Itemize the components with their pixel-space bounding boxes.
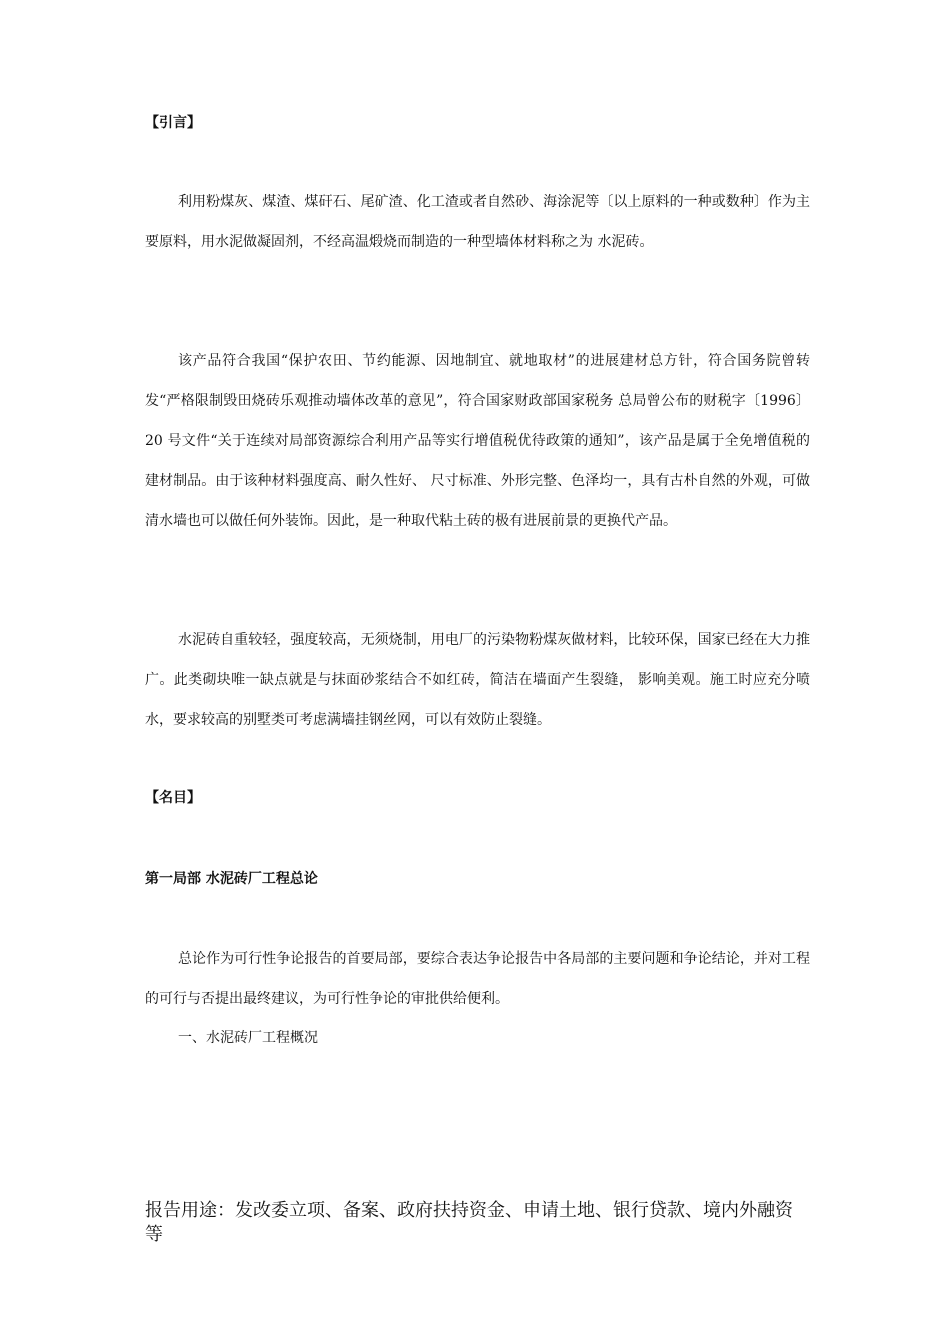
part-heading: 第一局部 水泥砖厂工程总论: [145, 871, 318, 887]
part-paragraph: 总论作为可行性争论报告的首要局部，要综合表达争论报告中各局部的主要问题和争论结论，并对工程的可行与否提出最终建议，为可行性争论的审批供给便利。: [145, 951, 810, 1007]
intro-paragraph-3: 水泥砖自重较轻，强度较高，无须烧制，用电厂的污染物粉煤灰做材料，比较环保，国家已经在大力推广。此类砌块唯一缺点就是与抹面砂浆结合不如红砖，简洁在墙面产生裂缝， 影响美观。施工时应充分喷水，要求较高的别墅类可考虑满墙挂钢丝网，可以有效防止裂缝。: [145, 632, 810, 728]
intro-heading: 【引言】: [145, 115, 201, 131]
intro-paragraph-2: 该产品符合我国“保护农田、节约能源、因地制宜、就地取材”的进展建材总方针，符合国务院曾转发“严格限制毁田烧砖乐观推动墙体改革的意见”，符合国家财政部国家税务 总局曾公布的财税字〔1996〕20 号文件“关于连续对局部资源综合利用产品等实行增值税优待政策的通知”，该产品是属于全免增值税的建材制品。由于该种材料强度高、耐久性好、 尺寸标准、外形完整、色泽均一，具有古朴自然的外观，可做清水墙也可以做任何外装饰。因此，是一种取代粘土砖的极有进展前景的更换代产品。: [145, 353, 810, 529]
intro-paragraph-1: 利用粉煤灰、煤渣、煤矸石、尾矿渣、化工渣或者自然砂、海涂泥等〔以上原料的一种或数种〕作为主要原料，用水泥做凝固剂，不经高温煅烧而制造的一种型墙体材料称之为 水泥砖。: [145, 194, 810, 250]
subitem-overview: 一、水泥砖厂工程概况: [178, 1030, 318, 1046]
report-usage-note: 报告用途：发改委立项、备案、政府扶持资金、申请土地、银行贷款、境内外融资等: [145, 1200, 793, 1245]
toc-heading: 【名目】: [145, 790, 201, 806]
